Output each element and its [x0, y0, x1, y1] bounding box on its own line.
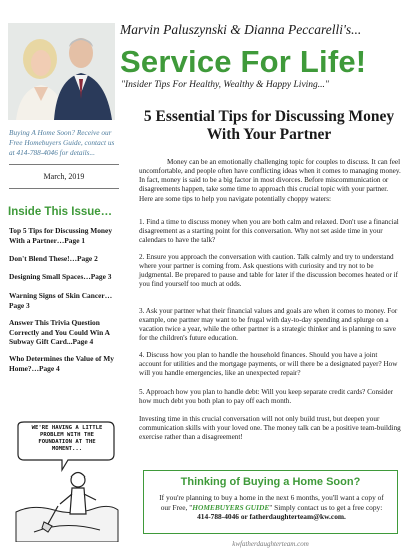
cartoon-illustration — [14, 420, 120, 542]
homebuyer-callout — [143, 470, 398, 534]
article-tip: 2. Ensure you approach the conversation with caution. Talk calmly and try to understand where your partner is coming from. Ask questions with curiosity and try not to be judgmental. Be prepared to pause and table for later if the discussion becomes heated or if you find yourself too much at odds. — [139, 253, 399, 289]
article-tip: 4. Discuss how you plan to handle the household finances. Should you have a joint account for utilities and the mortgage payments, or will there be a designated payer? How will you handle emergencies, like an unexpected repair? — [139, 351, 398, 378]
contact-details[interactable]: 414-788-4046 or fatherdaughterteam@kw.com. — [197, 512, 346, 522]
article-tip: 5. Approach how you plan to handle debt: Will you keep separate credit cards? Consider how much debt you both plan to pay off each month. — [139, 388, 394, 406]
article-tip: 3. Ask your partner what their financial values and goals are when it comes to money. For example, one partner may want to be frugal with day-to-day spending and splurge on a vacation twice a year, while the other partner is a strategic thinker and is planning to save for the children's future education. — [139, 307, 398, 343]
header-names: Marvin Paluszynski & Dianna Peccarelli's... — [120, 22, 362, 37]
newsletter-title: Service For Life! — [120, 44, 367, 79]
footer-website[interactable]: kwfatherdaughterteam.com — [232, 540, 309, 548]
article-intro: Money can be an emotionally challenging topic for couples to discuss. It can feel uncomfortable, and people often have conflicting ideas when it comes to managing money. In fact, money is said to be a big factor in most divorces. Before miscommunication or disagreements happen, take some time to approach this crucial topic with your partner. Here are some tips to help you navigate potentially choppy waters: — [139, 158, 401, 203]
cartoon-caption: WE'RE HAVING A LITTLE PROBLEM WITH THE FOUNDATION AT THE MOMENT... — [31, 425, 103, 452]
toc-item: Don't Blend These!…Page 2 — [9, 254, 98, 263]
agents-photo — [8, 23, 115, 120]
toc-item: Designing Small Spaces…Page 3 — [9, 272, 112, 281]
newsletter-tagline: "Insider Tips For Healthy, Wealthy & Happy Living..." — [121, 80, 329, 90]
homebuyers-guide-label: HOMEBUYERS GUIDE — [192, 502, 270, 512]
sidebar-divider — [9, 188, 119, 189]
article-closing: Investing time in this crucial conversation will not only build trust, but deepen your communication skills with your loved one. The money talk can be a positive team-building exercise rather than a disagreement! — [139, 415, 401, 442]
toc-item: Warning Signs of Skin Cancer…Page 3 — [9, 291, 113, 310]
toc-item: Answer This Trivia Question Correctly and You Could Win A Subway Gift Card...Page 4 — [9, 318, 110, 347]
toc-item: Who Determines the Value of My Home?…Page 4 — [9, 354, 114, 373]
callout-text-start: If you're planning to buy a home in the next 6 months, you'll want a copy of our Free, " — [159, 493, 384, 512]
callout-text-mid: " Simply contact us to get a free copy: — [269, 502, 383, 512]
sidebar-divider — [9, 164, 119, 165]
article-tip: 1. Find a time to discuss money when you are both calm and relaxed. Don't use a financial disagreement as a starting point for this conversation. Why not set aside time in your calendars to have the talk? — [139, 218, 399, 245]
inside-issue-heading: Inside This Issue… — [8, 206, 113, 218]
toc-item: Top 5 Tips for Discussing Money With a Partner…Page 1 — [9, 226, 113, 245]
issue-date: March, 2019 — [43, 172, 85, 181]
callout-title: Thinking of Buying a Home Soon? — [180, 476, 361, 488]
callout-text — [154, 493, 389, 522]
article-title: 5 Essential Tips for Discussing Money With Your Partner — [143, 108, 395, 143]
homebuyer-promo: Buying A Home Soon? Receive our Free Homebuyers Guide, contact us at 414-788-4046 for details... — [9, 128, 115, 157]
agents-portrait-image — [8, 23, 115, 120]
